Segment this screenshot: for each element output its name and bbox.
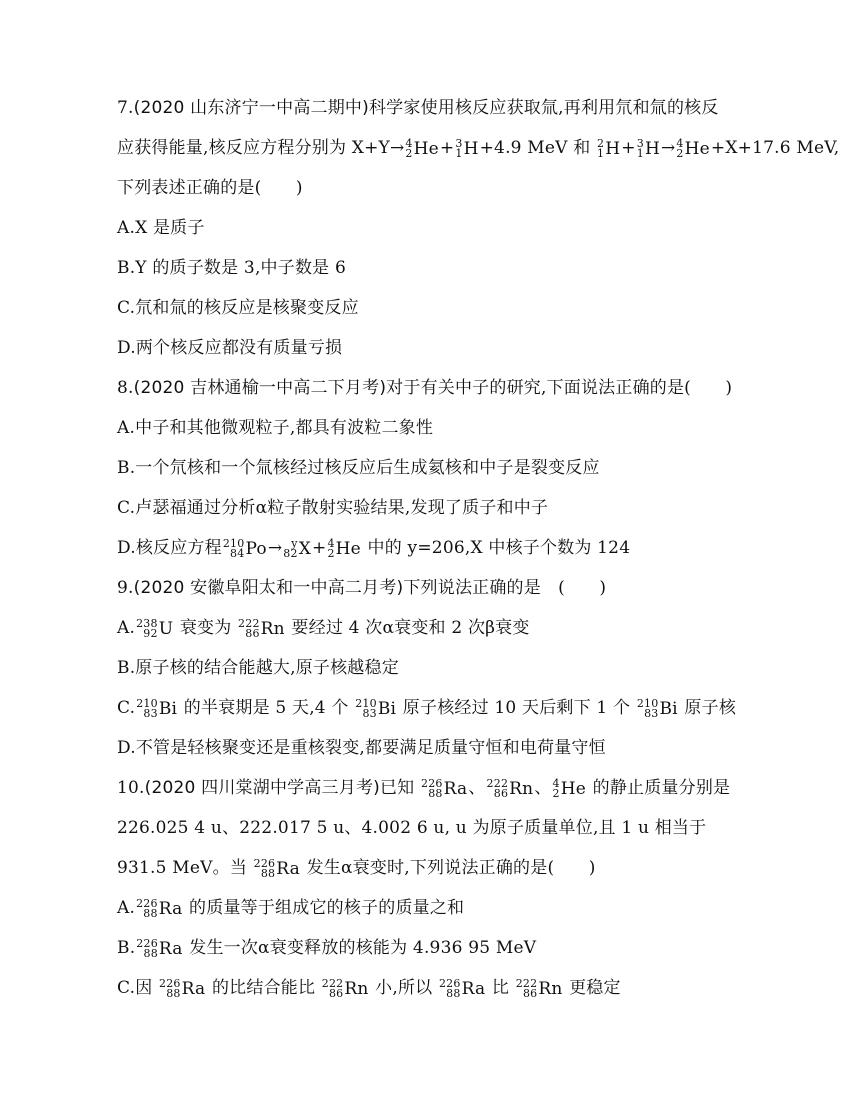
- q10-option-a-post: 的质量等于组成它的核子的质量之和: [183, 898, 465, 918]
- charge-number: 2: [327, 546, 335, 560]
- element-symbol: Rn: [344, 978, 369, 999]
- q8-stem: [117, 368, 757, 408]
- q8-option-d-pre: D.核反应方程: [117, 538, 222, 558]
- mass-number: 226: [421, 776, 443, 790]
- q9-stem: [117, 568, 757, 608]
- nuclide-ra: [136, 889, 182, 929]
- q7-equation-post: +X+17.6 MeV,: [710, 138, 840, 158]
- mass-number: 226: [159, 976, 181, 990]
- q9-option-a: [117, 608, 757, 648]
- charge-number: 88: [260, 866, 276, 880]
- q10-option-b: [117, 928, 757, 968]
- element-symbol: H: [605, 138, 621, 159]
- charge-number: 82: [283, 546, 298, 560]
- charge-number: 86: [245, 626, 260, 640]
- charge-number: 88: [143, 946, 158, 960]
- plus-sign: +: [439, 138, 455, 158]
- q7-option-c: C.氘和氚的核反应是核聚变反应: [117, 298, 359, 318]
- charge-number: 83: [143, 706, 158, 720]
- nuclide-rn: [238, 609, 285, 649]
- mass-number: 4: [676, 136, 684, 150]
- q10-option-c-post: 更稳定: [563, 978, 621, 998]
- q8-option-c: C.卢瑟福通过分析α粒子散射实验结果,发现了质子和中子: [117, 498, 549, 518]
- nuclide-h3: [637, 129, 660, 169]
- option-letter: A.: [117, 898, 136, 918]
- element-symbol: Ra: [461, 978, 486, 999]
- q8-option-b: B.一个氘核和一个氚核经过核反应后生成氦核和中子是裂变反应: [117, 458, 600, 478]
- q10-stem-line1: [117, 768, 757, 808]
- nuclide-rn: [487, 769, 534, 809]
- charge-number: 1: [455, 146, 463, 160]
- q9-option-c: [117, 688, 757, 728]
- q10-stem-post: 的静止质量分别是: [587, 778, 731, 798]
- nuclide-ra: [159, 969, 205, 1009]
- element-symbol: Rn: [538, 978, 563, 999]
- nuclide-he: [676, 129, 710, 169]
- charge-number: 86: [493, 786, 509, 800]
- q7-stem-line1: [117, 88, 757, 128]
- mass-number: 4: [552, 776, 560, 790]
- charge-number: 1: [597, 146, 605, 160]
- q7-equation-pre: 应获得能量,核反应方程分别为 X+Y→: [117, 138, 405, 158]
- element-symbol: Ra: [181, 978, 206, 999]
- q10-stem-pre: 已知: [379, 778, 420, 798]
- q9-option-b: B.原子核的结合能越大,原子核越稳定: [117, 658, 399, 678]
- q8-option-a: A.中子和其他微观粒子,都具有波粒二象性: [117, 418, 434, 438]
- q7-stem-text: 科学家使用核反应获取氚,再利用氘和氚的核反: [368, 98, 719, 118]
- nuclide-h3: [455, 129, 478, 169]
- plus-sign: +: [621, 138, 636, 158]
- q8-option-d: [117, 528, 757, 568]
- charge-number: 86: [328, 986, 344, 1000]
- element-symbol: Bi: [158, 698, 178, 719]
- question-page: [117, 88, 840, 1008]
- q9-number: 9.: [117, 578, 134, 598]
- q9-option-c-mid1: 的半衰期是 5 天,4 个: [178, 698, 355, 718]
- mass-number: 4: [327, 536, 335, 550]
- nuclide-ra: [254, 849, 300, 889]
- q9-option-a-mid: 衰变为: [174, 618, 238, 638]
- q10-stem-line3: [117, 848, 757, 888]
- option-letter: C.: [117, 698, 136, 718]
- separator: 、: [534, 778, 552, 798]
- element-symbol: Ra: [443, 778, 468, 799]
- q10-option-c: [117, 968, 757, 1008]
- mass-number: 226: [438, 976, 461, 990]
- q10-option-c-mid: 的比结合能比: [206, 978, 321, 998]
- nuclide-rn: [516, 969, 563, 1009]
- mass-number: 222: [321, 976, 344, 990]
- element-symbol: He: [413, 138, 439, 159]
- element-symbol: He: [335, 538, 361, 559]
- charge-number: 88: [166, 986, 181, 1000]
- mass-number: 222: [515, 976, 538, 990]
- charge-number: 88: [143, 906, 158, 920]
- q10-source: (2020 四川棠湖中学高三月考): [144, 778, 380, 798]
- q9-option-c-mid2: 原子核经过 10 天后剩下 1 个: [397, 698, 636, 718]
- separator: 、: [468, 778, 486, 798]
- element-symbol: Ra: [276, 858, 300, 879]
- mass-number: 3: [455, 136, 463, 150]
- element-symbol: Rn: [260, 618, 285, 639]
- mass-number: 3: [636, 136, 644, 150]
- nuclide-h2: [597, 129, 620, 169]
- element-symbol: Bi: [659, 698, 678, 719]
- nuclide-x: [283, 529, 311, 569]
- arrow: →: [660, 138, 676, 158]
- q7-number: 7.: [117, 98, 134, 118]
- q10-stem-line3-pre: 931.5 MeV。当: [117, 858, 253, 878]
- q9-source: (2020 安徽阜阳太和一中高二月考): [133, 578, 404, 598]
- q8-option-d-post: 中的 y=206,X 中核子个数为 124: [361, 538, 631, 558]
- mass-number: 238: [136, 616, 158, 630]
- q10-option-b-post: 发生一次α衰变释放的核能为 4.936 95 MeV: [183, 938, 537, 958]
- charge-number: 83: [362, 706, 377, 720]
- nuclide-ra: [439, 969, 485, 1009]
- mass-number: 226: [136, 896, 158, 910]
- charge-number: 83: [644, 706, 659, 720]
- q10-stem-line2: 226.025 4 u、222.017 5 u、4.002 6 u, u 为原子质量单位,且 1 u 相当于: [117, 818, 707, 838]
- element-symbol: Bi: [377, 698, 397, 719]
- mass-number: 4: [405, 136, 413, 150]
- nuclide-u: [136, 609, 173, 649]
- nuclide-bi: [136, 689, 177, 729]
- q8-source: (2020 吉林通榆一中高二下月考): [133, 378, 387, 398]
- element-symbol: X: [298, 538, 311, 559]
- element-symbol: He: [560, 778, 587, 799]
- q9-option-d: D.不管是轻核聚变还是重核裂变,都要满足质量守恒和电荷量守恒: [117, 738, 606, 758]
- element-symbol: Ra: [158, 898, 183, 919]
- arrow: →: [267, 538, 283, 558]
- mass-number: 226: [136, 936, 158, 950]
- charge-number: 88: [446, 986, 461, 1000]
- nuclide-rn: [322, 969, 369, 1009]
- q7-option-a: A.X 是质子: [117, 218, 205, 238]
- element-symbol: Rn: [509, 778, 534, 799]
- q7-source: (2020 山东济宁一中高二期中): [133, 98, 369, 118]
- mass-number: 210: [355, 696, 377, 710]
- q8-number: 8.: [117, 378, 134, 398]
- charge-number: 86: [522, 986, 538, 1000]
- element-symbol: Ra: [158, 938, 183, 959]
- charge-number: 84: [230, 546, 245, 560]
- q10-option-c-pre: C.因: [117, 978, 159, 998]
- q9-stem-text: 下列说法正确的是 ( ): [403, 578, 607, 598]
- q10-option-c-mid3: 比: [486, 978, 515, 998]
- element-symbol: Po: [245, 538, 267, 559]
- nuclide-bi: [637, 689, 678, 729]
- q7-stem-line2: [117, 128, 840, 168]
- mass-number: y: [291, 536, 298, 550]
- mass-number: 210: [222, 536, 245, 550]
- option-letter: A.: [117, 618, 136, 638]
- q7-stem-line3: 下列表述正确的是( ): [117, 178, 303, 198]
- element-symbol: He: [684, 138, 710, 159]
- q10-option-c-mid2: 小,所以: [369, 978, 438, 998]
- q10-number: 10.: [117, 778, 145, 798]
- mass-number: 222: [238, 616, 260, 630]
- q7-option-b: B.Y 的质子数是 3,中子数是 6: [117, 258, 346, 278]
- charge-number: 2: [676, 146, 684, 160]
- q10-stem-line3-post: 发生α衰变时,下列说法正确的是( ): [300, 858, 596, 878]
- charge-number: 2: [405, 146, 413, 160]
- nuclide-po: [223, 529, 267, 569]
- charge-number: 88: [428, 786, 443, 800]
- q8-stem-text: 对于有关中子的研究,下面说法正确的是( ): [386, 378, 733, 398]
- mass-number: 2: [597, 136, 605, 150]
- q10-option-a: [117, 888, 757, 928]
- nuclide-he: [553, 769, 587, 809]
- charge-number: 92: [143, 626, 158, 640]
- mass-number: 210: [636, 696, 659, 710]
- plus-sign: +: [312, 538, 327, 558]
- element-symbol: H: [463, 138, 479, 159]
- charge-number: 2: [552, 786, 560, 800]
- nuclide-ra: [421, 769, 467, 809]
- mass-number: 210: [136, 696, 158, 710]
- q7-equation-mid: +4.9 MeV 和: [479, 138, 597, 158]
- mass-number: 222: [486, 776, 509, 790]
- q9-option-c-post: 原子核: [678, 698, 737, 718]
- nuclide-ra: [136, 929, 182, 969]
- element-symbol: U: [158, 618, 174, 639]
- nuclide-bi: [355, 689, 396, 729]
- q7-option-d: D.两个核反应都没有质量亏损: [117, 338, 343, 358]
- option-letter: B.: [117, 938, 136, 958]
- q9-option-a-post: 要经过 4 次α衰变和 2 次β衰变: [285, 618, 530, 638]
- nuclide-he: [327, 529, 361, 569]
- mass-number: 226: [253, 856, 276, 870]
- element-symbol: H: [644, 138, 660, 159]
- charge-number: 1: [636, 146, 644, 160]
- nuclide-he: [405, 129, 439, 169]
